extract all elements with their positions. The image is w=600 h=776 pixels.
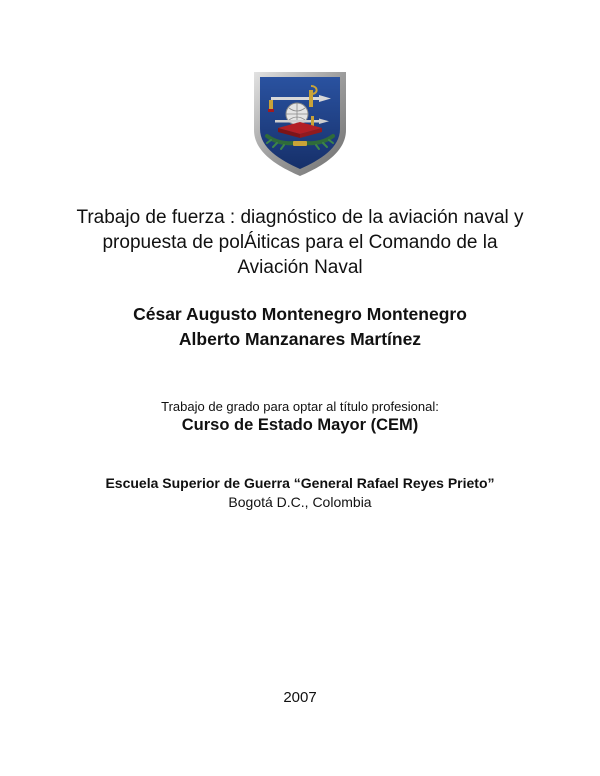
institution-name: Escuela Superior de Guerra “General Rafael Reyes Prieto”: [105, 475, 495, 491]
publication-year: 2007: [283, 689, 317, 706]
institution-location: Bogotá D.C., Colombia: [228, 494, 372, 510]
title-line: Trabajo de fuerza : diagnóstico de la aviación naval y: [76, 207, 524, 228]
degree-title: Curso de Estado Mayor (CEM): [181, 416, 419, 434]
author-name: César Augusto Montenegro Montenegro: [133, 304, 467, 324]
author-name: Alberto Manzanares Martínez: [178, 329, 422, 349]
crest-shield-icon: [251, 70, 349, 178]
title-line: propuesta de polÁiticas para el Comando de la: [102, 232, 498, 253]
document-title: [60, 205, 540, 280]
authors: [40, 302, 560, 352]
title-line: Aviación Naval: [237, 257, 363, 278]
degree-label: Trabajo de grado para optar al título profesional:: [161, 399, 439, 414]
